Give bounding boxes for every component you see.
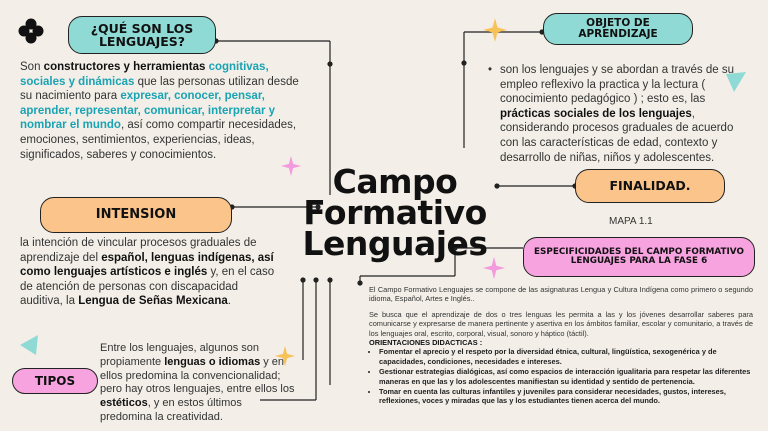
flower-icon bbox=[18, 18, 44, 44]
orientaciones-label: ORIENTACIONES DIDACTICAS : bbox=[369, 338, 483, 348]
text-span: son los lenguajes y se abordan a través de su empleo reflexivo la practica y la lectura ( conocimiento pedagógico ) ; esto es, las bbox=[500, 64, 734, 106]
text-bold: estéticos bbox=[100, 397, 148, 410]
heading-line: ESPECIFICIDADES DEL CAMPO FORMATIVO bbox=[534, 246, 744, 257]
paragraph: Se busca que el aprendizaje de dos o tres lenguas les permita a las y los jóvenes desarrollar saberes para comunicarse y expresarse de manera pertinente y asertiva en los ámbitos familiar, escolar y comunitario, a través de los lenguajes oral, escrito, corporal, visual, sonoro y háptico (táctil). bbox=[369, 309, 753, 338]
text-span: que las personas utilizan desde su nacimiento para bbox=[20, 75, 299, 103]
heading-line: ¿QUÉ SON LOS bbox=[90, 20, 194, 36]
heading-line: LENGUAJES? bbox=[98, 34, 186, 49]
objeto-heading bbox=[543, 13, 693, 45]
text-highlight: expresar, conocer, pensar, aprender, representar, comunicar, interpretar y nombrar el mundo bbox=[20, 90, 276, 132]
especificidades-heading bbox=[523, 237, 755, 277]
objeto-text bbox=[490, 63, 752, 165]
text-span: . bbox=[227, 295, 231, 308]
heading-line: LENGUAJES PARA LA FASE 6 bbox=[570, 256, 708, 266]
heading-line: OBJETO DE bbox=[586, 16, 650, 29]
text-bold: constructores y herramientas bbox=[43, 61, 209, 73]
finalidad-heading: FINALIDAD. bbox=[575, 169, 725, 203]
text-bold: prácticas sociales de los lenguajes bbox=[500, 107, 692, 120]
intension-text bbox=[20, 236, 282, 309]
text-bold: Lengua de Señas Mexicana bbox=[78, 295, 228, 308]
text-span: y, en el caso de atención de personas con discapacidad auditiva, la bbox=[20, 266, 275, 308]
que-son-heading bbox=[68, 16, 216, 54]
text-span: , y en estos últimos predomina la creatividad. bbox=[100, 397, 242, 423]
text-span: y en ellos predomina la convencionalidad; pero hay otros lenguajes, entre ellos los bbox=[100, 355, 295, 396]
triangle-icon bbox=[18, 333, 40, 357]
main-title bbox=[300, 162, 490, 263]
list-item: • Gestionar estrategias dialógicas, así como espacios de interacción igualitaria para respetar las diferentes maneras en que las y los adolescentes manifiestan su identidad y sentido de pertenencia. bbox=[379, 367, 753, 386]
text-bold: lenguas o idiomas bbox=[164, 355, 261, 368]
especificidades-text bbox=[369, 285, 753, 407]
bullet-dot: • bbox=[488, 64, 493, 76]
text-span: , considerando procesos graduales de acuerdo con las características de edad, contexto y desarrollo de niñas, niños y adolescentes. bbox=[500, 107, 734, 164]
orientaciones-list bbox=[369, 347, 753, 405]
star-icon bbox=[482, 17, 508, 43]
tipos-heading: TIPOS bbox=[12, 368, 98, 394]
que-son-text bbox=[20, 60, 302, 162]
text-span: , así como compartir necesidades, emociones, sentimientos, experiencias, ideas, significados, saberes y conocimientos. bbox=[20, 119, 297, 161]
title-line: Lenguajes bbox=[302, 224, 488, 263]
intension-heading: INTENSION bbox=[40, 197, 232, 233]
tipos-text bbox=[100, 342, 296, 425]
mapa-label: MAPA 1.1 bbox=[609, 216, 653, 227]
text-span: Son bbox=[20, 61, 44, 73]
paragraph: El Campo Formativo Lenguajes se compone de las asignaturas Lengua y Cultura Indígena como primero o segundo idioma, Español, Artes e Inglés.. bbox=[369, 285, 753, 304]
text-span: la intención de vincular procesos graduales de aprendizaje del bbox=[20, 237, 257, 264]
text-highlight: cognitivas, sociales y dinámicas bbox=[20, 61, 269, 88]
text-span: Entre los lenguajes, algunos son propiamente bbox=[100, 342, 259, 368]
title-line: Formativo bbox=[303, 193, 487, 232]
list-item: • Tomar en cuenta las culturas infantiles y juveniles para considerar necesidades, gustos, intereses, reflexiones, voces y miradas que las y los estudiantes tienen acerca del mundo. bbox=[379, 387, 753, 406]
text-bold: español, lenguas indígenas, así como lenguajes artísticos e inglés bbox=[20, 251, 274, 279]
title-line: Campo bbox=[332, 162, 458, 201]
heading-line: APRENDIZAJE bbox=[578, 28, 658, 40]
list-item: • Fomentar el aprecio y el respeto por la diversidad étnica, cultural, lingüística, sexogenérica y de capacidades, condiciones, necesidades e intereses. bbox=[379, 347, 753, 366]
